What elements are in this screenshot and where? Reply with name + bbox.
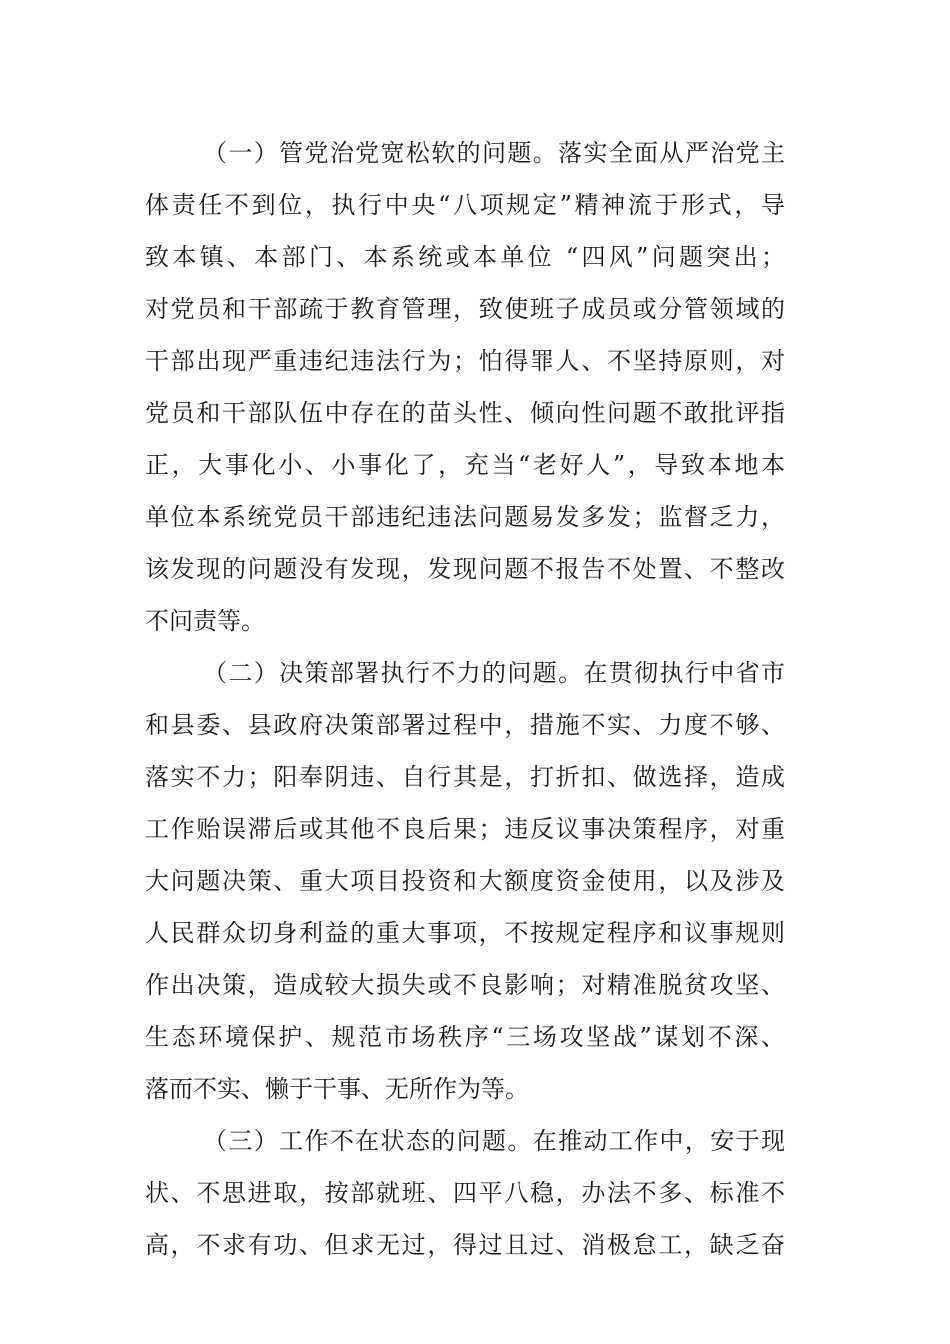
text-line: （二）决策部署执行不力的问题。在贯彻执行中省市 (203, 659, 785, 687)
text-line: 状、不思进取，按部就班、四平八稳，办法不多、标准不 (145, 1179, 785, 1207)
text-line: 单位本系统党员干部违纪违法问题易发多发；监督乏力， (145, 503, 785, 531)
text-line: 作出决策，造成较大损失或不良影响；对精准脱贫攻坚、 (145, 971, 785, 999)
text-line: 对党员和干部疏于教育管理，致使班子成员或分管领域的 (145, 295, 785, 323)
text-line: 不问责等。 (145, 607, 265, 635)
text-line: 落实不力；阳奉阴违、自行其是，打折扣、做选择，造成 (145, 763, 785, 791)
text-line: 人民群众切身利益的重大事项，不按规定程序和议事规则 (145, 919, 785, 947)
text-line: 该发现的问题没有发现，发现问题不报告不处置、不整改 (145, 555, 785, 583)
paragraph-3 (145, 1115, 785, 1271)
text-line: 和县委、县政府决策部署过程中，措施不实、力度不够、 (145, 711, 785, 739)
text-line: （一）管党治党宽松软的问题。落实全面从严治党主 (203, 139, 785, 167)
text-line: 干部出现严重违纪违法行为；怕得罪人、不坚持原则，对 (145, 347, 785, 375)
text-line: （三）工作不在状态的问题。在推动工作中，安于现 (203, 1127, 785, 1155)
text-line: 高，不求有功、但求无过，得过且过、消极怠工，缺乏奋 (145, 1231, 785, 1259)
paragraph-1 (145, 127, 785, 647)
document-body (145, 127, 785, 1271)
text-line: 落而不实、懒于干事、无所作为等。 (145, 1075, 529, 1103)
text-line: 工作贻误滞后或其他不良后果；违反议事决策程序，对重 (145, 815, 785, 843)
paragraph-2 (145, 647, 785, 1115)
text-line: 生态环境保护、规范市场秩序“三场攻坚战”谋划不深、 (145, 1023, 785, 1051)
text-line: 党员和干部队伍中存在的苗头性、倾向性问题不敢批评指 (145, 399, 785, 427)
text-line: 正，大事化小、小事化了，充当“老好人”，导致本地本 (145, 451, 785, 479)
text-line: 致本镇、本部门、本系统或本单位 “四风”问题突出； (145, 243, 785, 271)
text-line: 大问题决策、重大项目投资和大额度资金使用，以及涉及 (145, 867, 785, 895)
text-line: 体责任不到位，执行中央“八项规定”精神流于形式，导 (145, 191, 785, 219)
